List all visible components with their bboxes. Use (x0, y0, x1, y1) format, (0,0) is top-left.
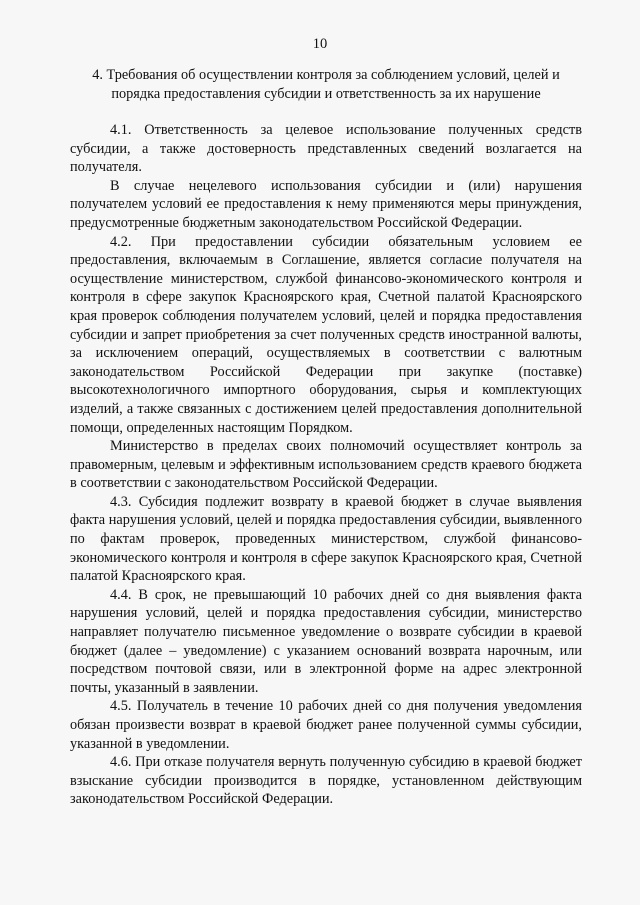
paragraph-4-2: 4.2. При предоставлении субсидии обязательным условием ее предоставления, включаемым в Соглашение, является согласие получателя на осуществление министерством, службой финансово-экономического контроля и контроля в сфере закупок Красноярского края, Счетной палатой Красноярского края проверок соблюдения получателем условий, целей и порядка предоставления субсидии и запрет приобретения за счет полученных средств иностранной валюты, за исключением операций, осуществляемых в соответствии с валютным законодательством Российской Федерации при закупке (поставке) высокотехнологичного импортного оборудования, сырья и комплектующих изделий, а также связанных с достижением целей предоставления дополнительной помощи, определенных настоящим Порядком. (70, 233, 582, 436)
paragraph-misuse: В случае нецелевого использования субсидии и (или) нарушения получателем условий ее предоставления к нему применяются меры принуждения, предусмотренные бюджетным законодательством Российской Федерации. (70, 177, 582, 231)
paragraph-4-5: 4.5. Получатель в течение 10 рабочих дней со дня получения уведомления обязан произвести возврат в краевой бюджет ранее полученной суммы субсидии, указанной в уведомлении. (70, 698, 582, 752)
page-number: 10 (312, 36, 328, 52)
section-heading: 4. Требования об осуществлении контроля за соблюдением условий, целей и порядка предоставления субсидии и ответственность за их нарушение (92, 67, 560, 102)
paragraph-ministry-control: Министерство в пределах своих полномочий осуществляет контроль за правомерным, целевым и эффективным использованием средств краевого бюджета в соответствии с законодательством Российской Федерации. (70, 438, 582, 492)
paragraph-4-1: 4.1. Ответственность за целевое использование полученных средств субсидии, а также достоверность представленных сведений возлагается на получателя. (70, 122, 582, 176)
section-body (70, 121, 582, 809)
paragraph-4-3: 4.3. Субсидия подлежит возврату в краевой бюджет в случае выявления факта нарушения условий, целей и порядка предоставления субсидии, выявленного по фактам проверок, проведенных министерством, службой финансово-экономического контроля и контроля в сфере закупок Красноярского края, Счетной палатой Красноярского края. (70, 493, 582, 585)
paragraph-4-4: 4.4. В срок, не превышающий 10 рабочих дней со дня выявления факта нарушения условий, целей и порядка предоставления субсидии, министерство направляет получателю письменное уведомление о возврате субсидии в краевой бюджет (далее – уведомление) с указанием оснований возврата нарочным, или посредством почтовой связи, или в электронной форме на адрес электронной почты, указанный в заявлении. (70, 586, 582, 696)
paragraph-4-6: 4.6. При отказе получателя вернуть полученную субсидию в краевой бюджет взыскание субсидии производится в порядке, установленном действующим законодательством Российской Федерации. (70, 754, 582, 808)
